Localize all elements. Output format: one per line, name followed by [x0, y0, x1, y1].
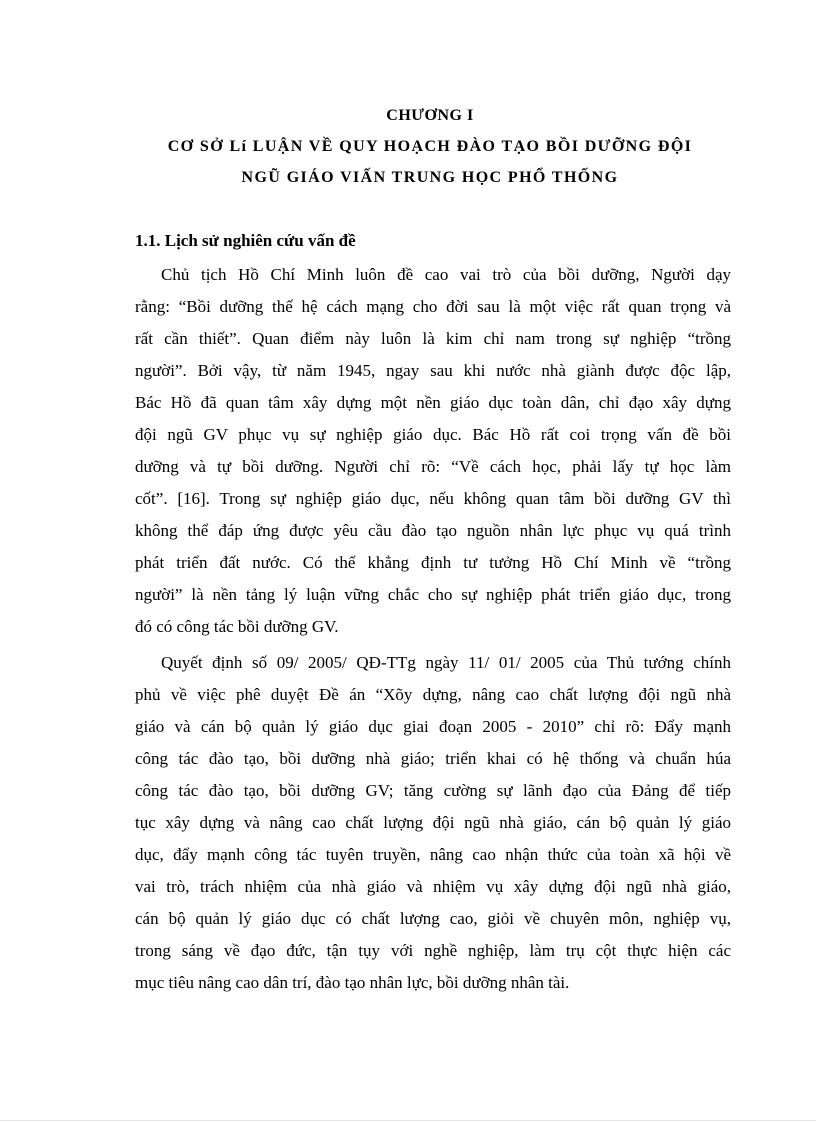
- paragraph-line: người”. Bởi vậy, từ năm 1945, ngay sau khi nước nhà giành được độc lập,: [135, 361, 731, 380]
- paragraph-line: phủ về việc phê duyệt Đề án “Xõy dựng, nâng cao chất lượng đội ngũ nhà: [135, 685, 731, 704]
- paragraph-line: trong sáng về đạo đức, tận tụy với nghề nghiệp, làm trụ cột thực hiện các: [135, 941, 731, 960]
- page-bottom-edge: [0, 1120, 816, 1121]
- paragraph-line: đó có công tác bồi dưỡng GV.: [135, 617, 339, 636]
- chapter-heading: [120, 100, 740, 193]
- paragraph-line: Bác Hồ đã quan tâm xây dựng một nền giáo dục toàn dân, chỉ đạo xây dựng: [135, 393, 731, 412]
- paragraph-line: công tác đào tạo, bồi dưỡng GV; tăng cường sự lãnh đạo của Đảng để tiếp: [135, 781, 731, 800]
- paragraph: [135, 647, 731, 999]
- chapter-title-line: CƠ SỞ Lí LUẬN VỀ QUY HOẠCH ĐÀO TẠO BỒI DƯỠNG ĐỘI: [167, 138, 693, 155]
- paragraph-line: Chủ tịch Hồ Chí Minh luôn đề cao vai trò của bồi dưỡng, Người dạy: [161, 265, 731, 284]
- chapter-title-line: NGŨ GIÁO VIẤN TRUNG HỌC PHỔ THỐNG: [241, 169, 619, 186]
- paragraph-line: không thể đáp ứng được yêu cầu đào tạo nguồn nhân lực phục vụ quá trình: [135, 521, 731, 540]
- paragraph-line: cốt”. [16]. Trong sự nghiệp giáo dục, nếu không quan tâm bồi dưỡng GV thì: [135, 489, 731, 508]
- paragraph-line: vai trò, trách nhiệm của nhà giáo và nhiệm vụ xây dựng đội ngũ nhà giáo,: [135, 877, 731, 896]
- paragraph-line: đội ngũ GV phục vụ sự nghiệp giáo dục. Bác Hồ rất coi trọng vấn đề bồi: [135, 425, 731, 444]
- paragraph-line: rằng: “Bồi dưỡng thế hệ cách mạng cho đời sau là một việc rất quan trọng và: [135, 297, 731, 316]
- chapter-label: CHƯƠNG I: [386, 107, 474, 124]
- paragraph-line: mục tiêu nâng cao dân trí, đào tạo nhân lực, bồi dưỡng nhân tài.: [135, 973, 570, 992]
- paragraph-line: phát triển đất nước. Có thể khẳng định tư tưởng Hồ Chí Minh về “trồng: [135, 553, 731, 572]
- paragraph-line: rất cần thiết”. Quan điểm này luôn là kim chỉ nam trong sự nghiệp “trồng: [135, 329, 731, 348]
- paragraph: [135, 259, 731, 643]
- paragraph-line: tục xây dựng và nâng cao chất lượng đội ngũ nhà giáo, cán bộ quản lý giáo: [135, 813, 731, 832]
- paragraph-line: dục, đẩy mạnh công tác tuyên truyền, nâng cao nhận thức của toàn xã hội về: [135, 845, 731, 864]
- paragraph-line: công tác đào tạo, bồi dưỡng nhà giáo; triển khai có hệ thống và chuẩn húa: [135, 749, 731, 768]
- paragraph-line: giáo và cán bộ quản lý giáo dục giai đoạn 2005 - 2010” chỉ rõ: Đẩy mạnh: [135, 717, 731, 736]
- paragraph-line: dưỡng và tự bồi dưỡng. Người chỉ rõ: “Về cách học, phải lấy tự học làm: [135, 457, 731, 476]
- section-heading: 1.1. Lịch sử nghiên cứu vấn đề: [135, 231, 356, 250]
- paragraph-line: Quyết định số 09/ 2005/ QĐ-TTg ngày 11/ 01/ 2005 của Thủ tướng chính: [161, 653, 731, 672]
- paragraph-line: cán bộ quản lý giáo dục có chất lượng cao, giỏi về chuyên môn, nghiệp vụ,: [135, 909, 731, 928]
- paragraph-line: người” là nền tảng lý luận vững chắc cho sự nghiệp phát triển giáo dục, trong: [135, 585, 731, 604]
